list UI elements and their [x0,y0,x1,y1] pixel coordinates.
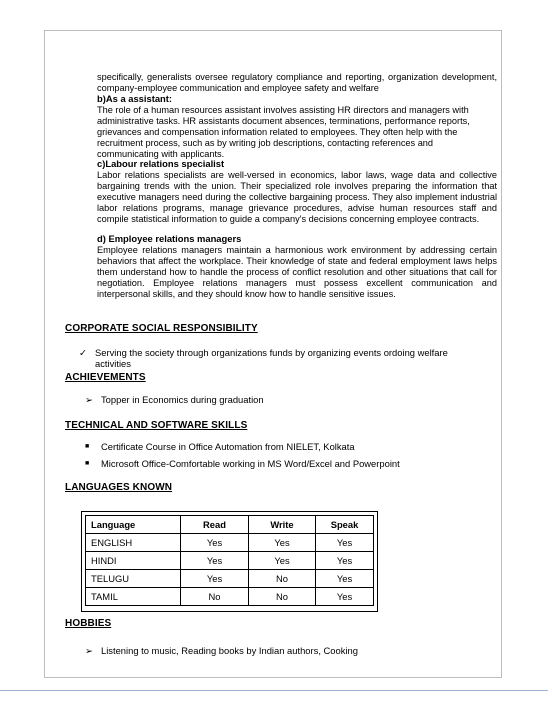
table-cell: Yes [181,552,249,570]
role-text-labour: Labor relations specialists are well-versed in economics, labor laws, wage data and collective bargaining trends with the union. Their specialized role involves preparing the information that executive managers need during the collective bargaining process. They also implement industrial labor relations programs, manage grievance procedures, advise human resources staff and compile statistical information to guide a company's decisions concerning employee contracts. [97,170,497,224]
table-header-read: Read [181,516,249,534]
page-bottom-rule [0,690,548,691]
table-row [86,570,374,588]
achievement-item-text: Topper in Economics during graduation [101,394,264,405]
table-cell: Yes [316,534,374,552]
table-cell: No [249,588,316,606]
table-cell: TAMIL [86,588,181,606]
table-cell: Yes [316,570,374,588]
table-row [86,588,374,606]
skill-list-item [85,441,485,452]
skill-item-text: Microsoft Office-Comfortable working in MS Word/Excel and Powerpoint [101,458,400,469]
table-cell: Yes [316,552,374,570]
intro-paragraph: specifically, generalists oversee regulatory compliance and reporting, organization development, company-employee communication and employee safety and welfare [97,72,497,93]
languages-table [85,515,374,606]
table-cell: No [181,588,249,606]
arrow-bullet-icon: ➢ [85,394,93,405]
check-icon: ✓ [79,347,87,358]
table-header-write: Write [249,516,316,534]
table-cell: No [249,570,316,588]
role-heading-labour: c)Labour relations specialist [97,158,225,169]
achievement-list-item [85,394,485,405]
role-text-employee-relations: Employee relations managers maintain a harmonious work environment by addressing certain behaviors that affect the workplace. Their knowledge of state and federal employment laws helps them understand how to handle the process of conflict resolution and other situations that call for negotiation. Employee relations managers must possess excellent communication and interpersonal skills, and they should know how to handle sensitive issues. [97,245,497,299]
section-title-csr: CORPORATE SOCIAL RESPONSIBILITY [65,323,258,334]
square-bullet-icon: ■ [85,443,90,450]
table-cell: ENGLISH [86,534,181,552]
arrow-bullet-icon: ➢ [85,645,93,656]
table-cell: Yes [249,552,316,570]
square-bullet-icon: ■ [85,460,90,467]
table-cell: Yes [249,534,316,552]
table-row [86,552,374,570]
skill-item-text: Certificate Course in Office Automation from NIELET, Kolkata [101,441,355,452]
table-header-speak: Speak [316,516,374,534]
table-cell: Yes [181,534,249,552]
table-cell: Yes [181,570,249,588]
csr-item-text: Serving the society through organizations funds by organizing events ordoing welfare activities [95,347,448,369]
table-header-row [86,516,374,534]
csr-list-item [79,347,479,369]
hobby-item-text: Listening to music, Reading books by Indian authors, Cooking [101,645,358,656]
skill-list-item [85,458,485,469]
section-title-hobbies: HOBBIES [65,618,112,629]
table-cell: Yes [316,588,374,606]
role-heading-employee-relations: d) Employee relations managers [97,233,242,244]
hobby-list-item [85,645,485,656]
section-title-languages: LANGUAGES KNOWN [65,482,173,493]
table-row [86,534,374,552]
section-title-skills: TECHNICAL AND SOFTWARE SKILLS [65,420,248,431]
role-heading-assistant: b)As a assistant: [97,93,173,104]
table-cell: HINDI [86,552,181,570]
role-text-assistant: The role of a human resources assistant involves assisting HR directors and managers with administrative tasks. HR assistants document absences, terminations, performance reports, grievances and compensation information related to employees. They often help with the recruitment process, such as by writing job descriptions, contacting references and communicating with applicants. [97,105,470,159]
table-cell: TELUGU [86,570,181,588]
table-header-language: Language [86,516,181,534]
section-title-achievements: ACHIEVEMENTS [65,372,146,383]
